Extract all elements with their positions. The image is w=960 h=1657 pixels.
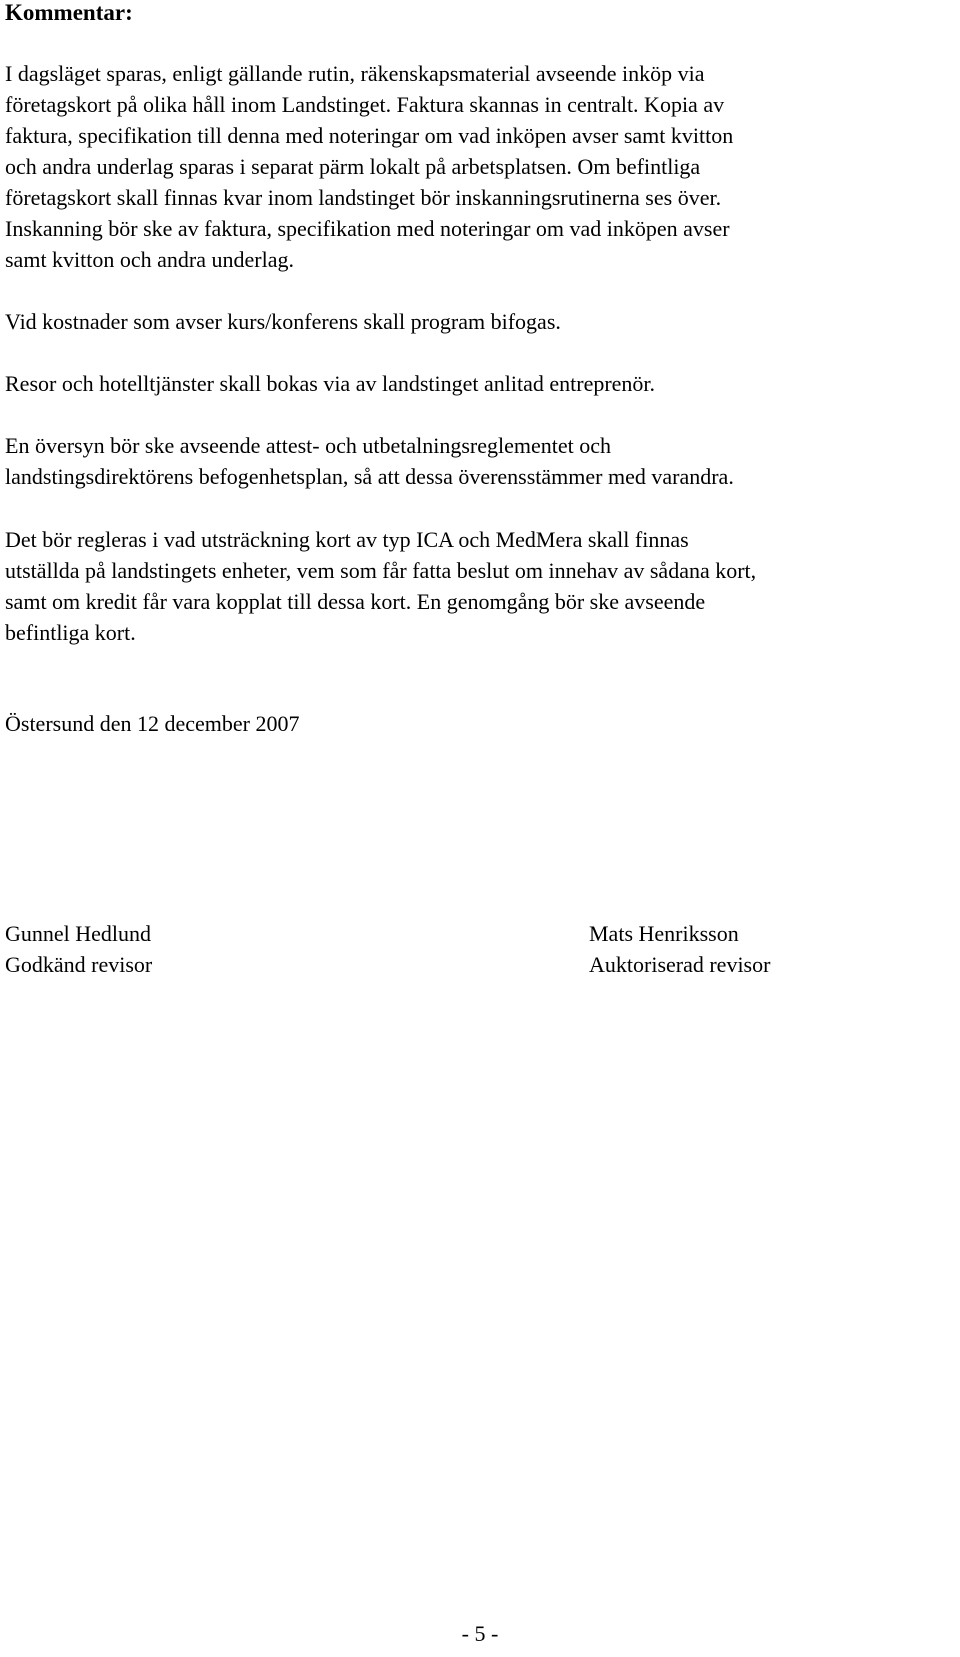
paragraph-line: samt om kredit får vara kopplat till dessa kort. En genomgång bör ske avseende [5, 589, 706, 614]
paragraph-line: I dagsläget sparas, enligt gällande rutin, räkenskapsmaterial avseende inköp via [5, 61, 705, 86]
paragraph-line: landstingsdirektörens befogenhetsplan, så att dessa överensstämmer med varandra. [5, 464, 734, 489]
paragraph-line: Det bör regleras i vad utsträckning kort av typ ICA och MedMera skall finnas [5, 527, 689, 552]
paragraph-line: faktura, specifikation till denna med noteringar om vad inköpen avser samt kvitton [5, 123, 734, 148]
paragraph-course-costs [5, 306, 955, 337]
paragraph-line: En översyn bör ske avseende attest- och utbetalningsreglementet och [5, 433, 612, 458]
paragraph-line: samt kvitton och andra underlag. [5, 247, 294, 272]
signatory-name: Mats Henriksson [589, 921, 739, 946]
signature-block-right [589, 918, 770, 980]
section-heading: Kommentar: [5, 0, 133, 25]
paragraph-line: Vid kostnader som avser kurs/konferens skall program bifogas. [5, 309, 561, 334]
signatory-title: Auktoriserad revisor [589, 952, 771, 977]
paragraph-travel-booking [5, 368, 955, 399]
signature-block-left [5, 918, 152, 980]
paragraph-store-cards [5, 524, 955, 648]
place-and-date: Östersund den 12 december 2007 [5, 711, 300, 736]
paragraph-line: Resor och hotelltjänster skall bokas via av landstinget anlitad entreprenör. [5, 371, 656, 396]
page-number: - 5 - [461, 1621, 499, 1646]
paragraph-regulation-review [5, 430, 955, 492]
paragraph-line: utställda på landstingets enheter, vem som får fatta beslut om innehav av sådana kort, [5, 558, 757, 583]
signatory-title: Godkänd revisor [5, 952, 153, 977]
paragraph-line: och andra underlag sparas i separat pärm lokalt på arbetsplatsen. Om befintliga [5, 154, 701, 179]
paragraph-line: Inskanning bör ske av faktura, specifikation med noteringar om vad inköpen avser [5, 216, 730, 241]
paragraph-line: befintliga kort. [5, 620, 136, 645]
paragraph-line: företagskort skall finnas kvar inom landstinget bör inskanningsrutinerna ses över. [5, 185, 722, 210]
signatory-name: Gunnel Hedlund [5, 921, 152, 946]
paragraph-receipts-routine [5, 58, 955, 275]
paragraph-line: företagskort på olika håll inom Landstinget. Faktura skannas in centralt. Kopia av [5, 92, 725, 117]
